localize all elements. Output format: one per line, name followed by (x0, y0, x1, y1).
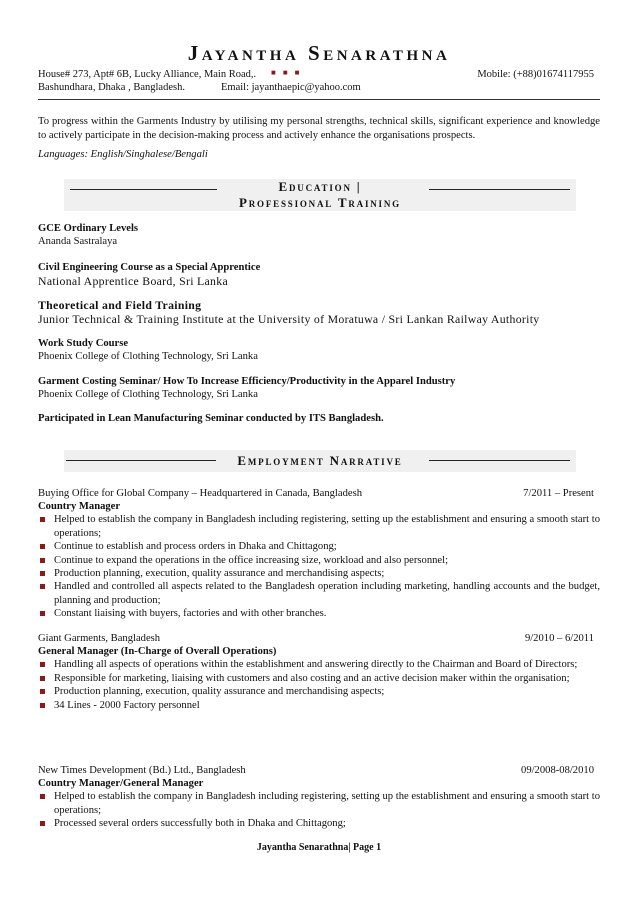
bullet-item: Handling all aspects of operations within the establishment and answering directly to the Chairman and Board of Directors; (38, 658, 600, 671)
job-bullets (38, 658, 600, 712)
job-role: General Manager (In-Charge of Overall Operations) (38, 646, 277, 657)
bullet-item: Production planning, execution, quality assurance and merchandising aspects; (38, 567, 600, 580)
education-institution: National Apprentice Board, Sri Lanka (38, 274, 228, 288)
job-company: Giant Garments, Bangladesh (38, 633, 161, 644)
mobile-number: Mobile: (+88)01674117955 (477, 69, 594, 80)
job-date: 09/2008-08/2010 (521, 765, 594, 776)
job-header (38, 632, 600, 645)
bullet-item: Continue to expand the operations in the office increasing size, workload and also personnel; (38, 554, 600, 567)
employment-heading: Employment Narrative (237, 453, 403, 468)
job-date: 9/2010 – 6/2011 (524, 633, 594, 644)
bullet-square-icon (40, 544, 45, 549)
education-item (38, 298, 539, 326)
bullet-item: Helped to establish the company in Bangladesh including registering, setting up the establishment and ensuring a smooth start to operations; (38, 790, 600, 817)
bullet-square-icon (40, 689, 45, 694)
education-institution: Phoenix College of Clothing Technology, Sri Lanka (38, 389, 258, 400)
bullet-square-icon (40, 584, 45, 589)
education-item (38, 261, 260, 288)
email-address: Email: jayanthaepic@yahoo.com (221, 82, 361, 93)
bullet-square-icon (40, 558, 45, 563)
bullet-square-icon (40, 676, 45, 681)
bullet-square-icon (40, 662, 45, 667)
page-footer: Jayantha Senarathna| Page 1 (256, 842, 382, 853)
bullet-item: Handled and controlled all aspects related to the Bangladesh operation including marketing, handling accounts and the budget, planning and production; (38, 580, 600, 607)
education-section-header (64, 179, 576, 211)
bullet-item: Production planning, execution, quality assurance and merchandising aspects; (38, 685, 600, 698)
training-heading: Professional Training (239, 195, 401, 210)
education-title: Theoretical and Field Training (38, 298, 202, 312)
bullet-item: 34 Lines - 2000 Factory personnel (38, 699, 600, 712)
education-title: Garment Costing Seminar/ How To Increase Efficiency/Productivity in the Apparel Industry (38, 376, 456, 387)
job-entry (38, 764, 600, 831)
bullet-square-icon (40, 703, 45, 708)
education-note: Participated in Lean Manufacturing Seminar conducted by ITS Bangladesh. (38, 413, 384, 424)
education-institution: Ananda Sastralaya (38, 236, 118, 247)
job-entry (38, 487, 600, 621)
address-line-2: Bashundhara, Dhaka , Bangladesh. (38, 82, 185, 93)
employment-section-header (64, 450, 576, 472)
education-title: Civil Engineering Course as a Special Apprentice (38, 262, 261, 273)
education-institution: Junior Technical & Training Institute at the University of Moratuwa / Sri Lankan Railway Authority (38, 312, 540, 326)
address-line-1: House# 273, Apt# 6B, Lucky Alliance, Main Road,. (38, 69, 257, 80)
job-entry (38, 632, 600, 712)
bullet-item: Processed several orders successfully both in Dhaka and Chittagong; (38, 817, 600, 830)
job-bullets (38, 790, 600, 830)
education-heading: Education | (278, 179, 362, 194)
job-role: Country Manager/General Manager (38, 778, 204, 789)
education-item (38, 375, 455, 401)
languages-text: Languages: English/Singhalese/Bengali (38, 149, 208, 160)
bullet-square-icon (40, 821, 45, 826)
bullet-square-icon (40, 794, 45, 799)
bullet-square-icon (40, 611, 45, 616)
job-date: 7/2011 – Present (523, 488, 594, 499)
education-institution: Phoenix College of Clothing Technology, Sri Lanka (38, 351, 258, 362)
bullet-square-icon (40, 571, 45, 576)
header-divider (38, 99, 600, 100)
decorative-squares-icon: ■■■ (271, 68, 307, 77)
job-header (38, 764, 600, 777)
education-item (38, 222, 138, 248)
job-header (38, 487, 600, 500)
bullet-item: Constant liaising with buyers, factories and with other branches. (38, 607, 600, 620)
job-bullets (38, 513, 600, 620)
bullet-square-icon (40, 517, 45, 522)
candidate-name: Jayantha Senarathna (187, 41, 451, 65)
job-company: New Times Development (Bd.) Ltd., Bangladesh (38, 765, 246, 776)
education-item (38, 337, 258, 363)
job-company: Buying Office for Global Company – Headquartered in Canada, Bangladesh (38, 488, 362, 499)
education-title: GCE Ordinary Levels (38, 223, 139, 234)
objective-text: To progress within the Garments Industry by utilising my personal strengths, technical skills, significant experience and knowledge to actively participate in the decision-making process and actively enhance the organisations prospects. (38, 116, 600, 141)
bullet-item: Responsible for marketing, liaising with customers and also costing and an active decision maker within the organisation; (38, 672, 600, 685)
education-title: Work Study Course (38, 338, 129, 349)
bullet-item: Helped to establish the company in Bangladesh including registering, setting up the establishment and ensuring a smooth start to operations; (38, 513, 600, 540)
job-role: Country Manager (38, 501, 121, 512)
bullet-item: Continue to establish and process orders in Dhaka and Chittagong; (38, 540, 600, 553)
